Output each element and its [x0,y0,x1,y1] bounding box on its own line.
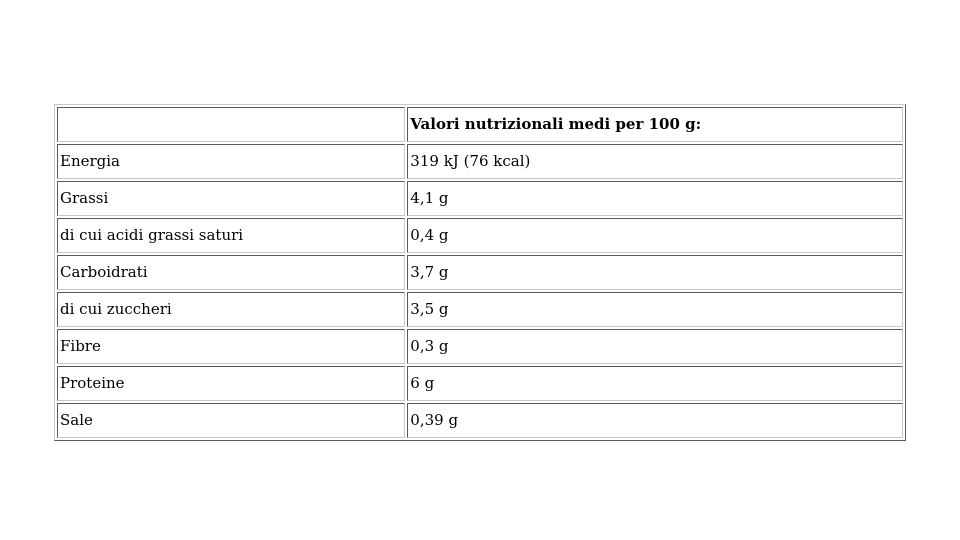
nutrient-label: Fibre [57,329,405,364]
table-row [57,181,903,216]
nutrition-table [54,104,906,441]
nutrient-value: 0,3 g [407,329,903,364]
nutrient-label: di cui acidi grassi saturi [57,218,405,253]
nutrient-value: 0,4 g [407,218,903,253]
nutrient-label: Grassi [57,181,405,216]
nutrient-value: 319 kJ (76 kcal) [407,144,903,179]
table-row [57,329,903,364]
nutrient-label: Sale [57,403,405,438]
nutrient-label: Proteine [57,366,405,401]
nutrient-value: 0,39 g [407,403,903,438]
table-row [57,292,903,327]
table-row [57,144,903,179]
header-value-cell: Valori nutrizionali medi per 100 g: [407,107,903,142]
nutrient-label: Carboidrati [57,255,405,290]
nutrient-value: 6 g [407,366,903,401]
table-row [57,255,903,290]
table-row [57,218,903,253]
table-header-row [57,107,903,142]
nutrient-value: 3,5 g [407,292,903,327]
nutrient-label: di cui zuccheri [57,292,405,327]
nutrient-value: 4,1 g [407,181,903,216]
header-label-cell [57,107,405,142]
table-row [57,366,903,401]
table-row [57,403,903,438]
nutrient-label: Energia [57,144,405,179]
nutrient-value: 3,7 g [407,255,903,290]
